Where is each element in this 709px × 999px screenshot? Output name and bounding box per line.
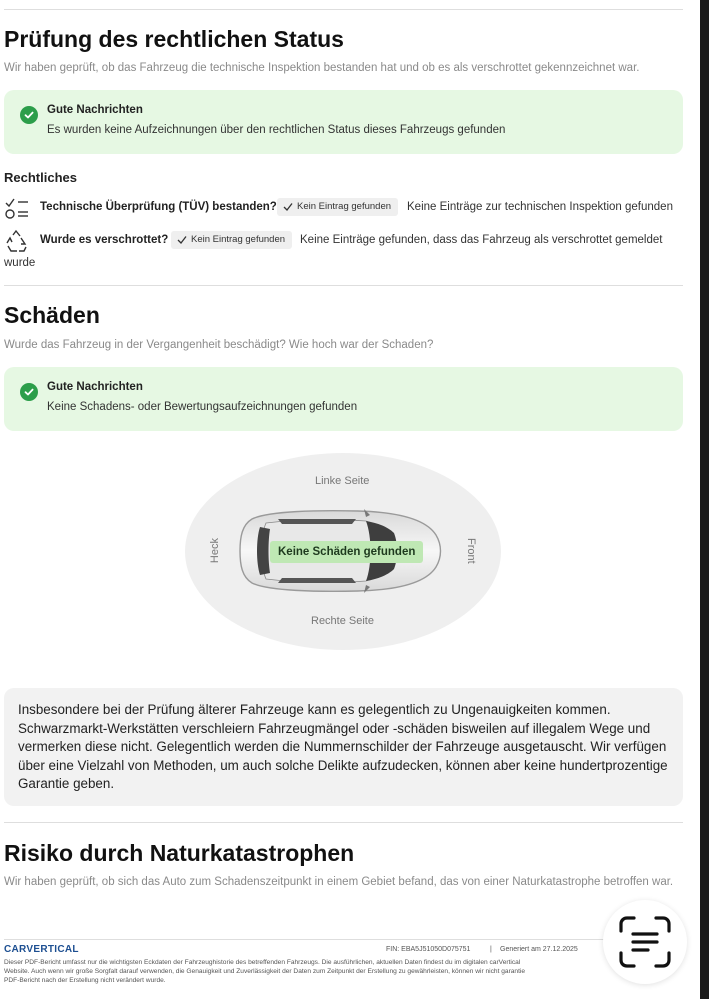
viewer-edge: [700, 0, 709, 999]
legal-status-subtitle: Wir haben geprüft, ob das Fahrzeug die technische Inspektion bestanden hat und ob es als verschrottet gekennzeichnet war.: [4, 62, 640, 74]
scrapped-status-badge: [171, 231, 292, 249]
good-news-heading: Gute Nachrichten: [47, 104, 143, 116]
footer-disclaimer-line-1: Dieser PDF-Bericht umfasst nur die wichtigsten Eckdaten der Fahrzeughistorie des betreffenden Fahrzeugs. Die ausführlichen, aktuellen Daten findest du im digitalen carVertical: [4, 959, 521, 966]
footer-divider: [4, 939, 683, 940]
natural-disasters-subtitle: Wir haben geprüft, ob sich das Auto zum Schadenszeitpunkt in einem Gebiet befand, das von einer Naturkatastrophe betroffen war.: [4, 876, 674, 888]
left-side-label: Linke Seite: [315, 475, 370, 487]
no-damage-badge: Keine Schäden gefunden: [270, 541, 423, 563]
accuracy-disclaimer-box: [4, 688, 683, 806]
legal-row-inspection: [4, 198, 683, 220]
scrapped-answer-wrap: wurde: [4, 257, 36, 269]
legal-good-news-box: [4, 90, 683, 154]
divider: [4, 285, 683, 286]
carvertical-logo: CARVERTICAL: [4, 944, 79, 955]
legal-section-label: Rechtliches: [4, 170, 77, 185]
badge-label: Kein Eintrag gefunden: [297, 201, 392, 212]
legal-status-title: Prüfung des rechtlichen Status: [4, 26, 344, 52]
footer-generated-date: Generiert am 27.12.2025: [500, 946, 578, 953]
inspection-answer: Keine Einträge zur technischen Inspektion gefunden: [407, 201, 673, 213]
inspection-question: Technische Überprüfung (TÜV) bestanden?: [40, 201, 277, 213]
good-news-text: Es wurden keine Aufzeichnungen über den rechtlichen Status dieses Fahrzeugs gefunden: [47, 124, 506, 136]
footer-disclaimer-line-2: Website. Auch wenn wir große Sorgfalt darauf verwenden, die Genauigkeit und Zuverlässigkeit der Daten zum Zeitpunkt der Erstellung zu gewährleisten, können wir nicht garantie: [4, 968, 526, 975]
right-side-label: Rechte Seite: [311, 615, 374, 627]
damages-subtitle: Wurde das Fahrzeug in der Vergangenheit beschädigt? Wie hoch war der Schaden?: [4, 339, 434, 351]
damages-title: Schäden: [4, 302, 100, 328]
checklist-icon: [4, 196, 30, 225]
check-circle-icon: [20, 383, 38, 401]
text-scan-icon: [618, 915, 672, 969]
divider: [4, 822, 683, 823]
text-scan-button[interactable]: [603, 900, 687, 984]
footer-separator: |: [490, 946, 492, 953]
rear-label: Heck: [209, 538, 221, 564]
divider: [4, 9, 683, 10]
scrapped-question: Wurde es verschrottet?: [40, 234, 169, 246]
good-news-text: Keine Schadens- oder Bewertungsaufzeichnungen gefunden: [47, 401, 358, 413]
legal-row-scrapped: [4, 231, 683, 253]
good-news-heading: Gute Nachrichten: [47, 381, 143, 393]
inspection-status-badge: [277, 198, 398, 216]
check-circle-icon: [20, 106, 38, 124]
footer-fin: FIN: EBA5J51050D075751: [386, 946, 471, 953]
recycle-icon: [4, 229, 30, 258]
damages-good-news-box: [4, 367, 683, 431]
scrapped-answer: Keine Einträge gefunden, dass das Fahrzeug als verschrottet gemeldet: [300, 234, 663, 246]
badge-label: Kein Eintrag gefunden: [191, 234, 286, 245]
footer-disclaimer-line-3: PDF-Bericht nach der Erstellung nicht verändert wurde.: [4, 977, 166, 984]
front-label: Front: [465, 538, 477, 564]
natural-disasters-title: Risiko durch Naturkatastrophen: [4, 840, 355, 866]
accuracy-disclaimer-text: Insbesondere bei der Prüfung älterer Fahrzeuge kann es gelegentlich zu Ungenauigkeiten kommen. Schwarzmarkt-Werkstätten verschleiern Fahrzeugmängel oder -schäden bisweilen auf illegalem Wege und vermerken diese nicht. Gelegentlich werden die Nummernschilder der Fahrzeuge ausgetauscht. Wir verfügen über eine Vielzahl von Methoden, um auch solche Delikte aufzudecken, können aber keine hundertprozentige Garantie geben.: [18, 702, 668, 791]
